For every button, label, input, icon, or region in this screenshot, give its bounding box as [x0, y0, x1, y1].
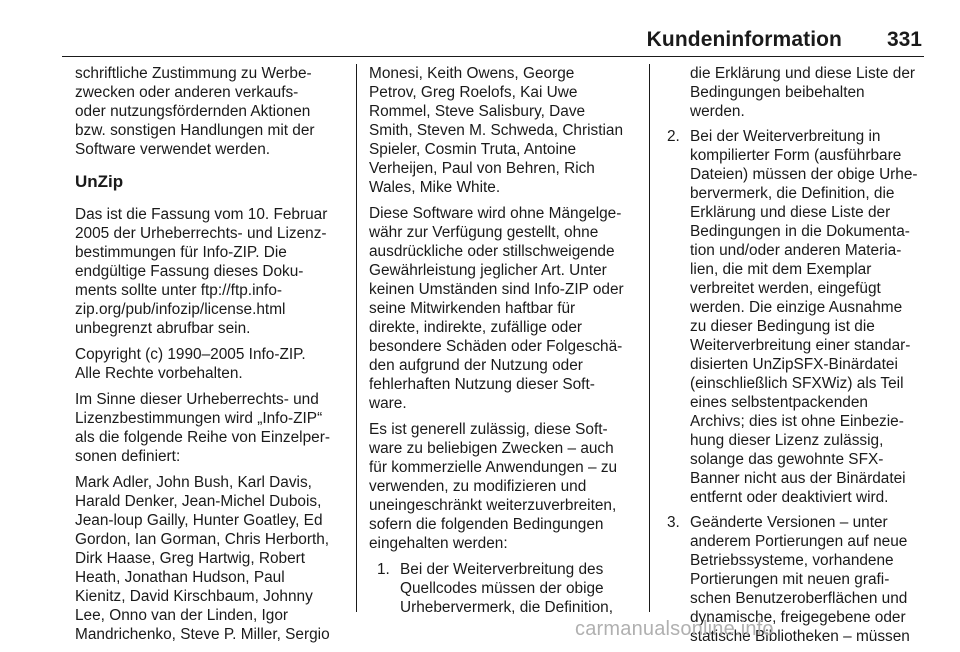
paragraph-copyright — [75, 345, 347, 383]
text-line: Rommel, Steve Salisbury, Dave — [369, 103, 586, 120]
list-item-2 — [667, 127, 929, 507]
text-line: disierten UnZipSFX-Binärdatei — [690, 356, 898, 373]
list-item-number: 3. — [667, 514, 680, 531]
text-line: eingehalten werden: — [369, 535, 508, 552]
column-2 — [369, 64, 637, 623]
page-header — [0, 24, 960, 54]
text-line: 2005 der Urheberrechts- und Lizenz- — [75, 225, 327, 242]
text-line: Gewährleistung jeglicher Art. Unter — [369, 262, 607, 279]
text-line: Wales, Mike White. — [369, 179, 501, 196]
text-line: Betriebssysteme, vorhandene — [690, 552, 894, 569]
text-line: ware zu beliebigen Zwecken – auch — [369, 440, 614, 457]
text-line: Dirk Haase, Greg Hartwig, Robert — [75, 550, 306, 567]
text-line: Smith, Steven M. Schweda, Christian — [369, 122, 624, 139]
watermark: carmanualsonline.info — [575, 618, 774, 640]
paragraph-contributors-cont — [369, 64, 637, 197]
text-line: verwenden, zu modifizieren und — [369, 478, 587, 495]
text-line: Lizenzbestimmungen wird „Info-ZIP“ — [75, 410, 323, 427]
list-item-text — [400, 560, 637, 617]
text-line: Kienitz, David Kirschbaum, Johnny — [75, 588, 313, 605]
text-line: bzw. sonstigen Handlungen mit der — [75, 122, 315, 139]
text-line: währ zur Verfügung gestellt, ohne — [369, 224, 599, 241]
text-line: unbegrenzt abrufbar sein. — [75, 320, 251, 337]
text-line: Im Sinne dieser Urheberrechts- und — [75, 391, 319, 408]
column-divider-2 — [649, 64, 650, 612]
text-line: Bedingungen beibehalten — [690, 84, 865, 101]
text-line: eines selbstentpackenden — [690, 394, 868, 411]
text-line: uneingeschränkt weiterzuverbreiten, — [369, 497, 617, 514]
text-line: werden. Die einzige Ausnahme — [690, 299, 903, 316]
text-line: Banner nicht aus der Binärdatei — [690, 470, 906, 487]
text-line: hung dieser Lizenz zulässig, — [690, 432, 884, 449]
text-line: Geänderte Versionen – unter — [690, 514, 888, 531]
text-line: besondere Schäden oder Folgeschä- — [369, 338, 623, 355]
text-line: statische Bibliotheken – müssen — [690, 628, 910, 645]
text-line: Copyright (c) 1990–2005 Info-ZIP. — [75, 346, 306, 363]
text-line: Bedingungen in die Dokumenta- — [690, 223, 910, 240]
text-line: dynamische, freigegebene oder — [690, 609, 906, 626]
text-line: Portierungen mit neuen grafi- — [690, 571, 890, 588]
list-item-text — [690, 64, 929, 121]
text-line: Spieler, Cosmin Truta, Antoine — [369, 141, 577, 158]
text-line: zu dieser Bedingung ist die — [690, 318, 875, 335]
paragraph-warranty — [369, 204, 637, 413]
text-line: Alle Rechte vorbehalten. — [75, 365, 243, 382]
column-1 — [75, 64, 347, 651]
text-line: Dateien) müssen der obige Urhe- — [690, 166, 918, 183]
text-line: Monesi, Keith Owens, George — [369, 65, 575, 82]
text-line: zip.org/pub/infozip/license.html — [75, 301, 286, 318]
text-line: den aufgrund der Nutzung oder — [369, 357, 583, 374]
section-heading-unzip: UnZip — [75, 172, 124, 191]
text-line: verbreitet werden, eingefügt — [690, 280, 881, 297]
text-line: Bei der Weiterverbreitung des — [400, 561, 604, 578]
text-line: anderem Portierungen auf neue — [690, 533, 908, 550]
text-line: Quellcodes müssen der obige — [400, 580, 604, 597]
text-line: Mandrichenko, Steve P. Miller, Sergio — [75, 626, 330, 643]
text-line: Mark Adler, John Bush, Karl Davis, — [75, 474, 312, 491]
text-line: Petrov, Greg Roelofs, Kai Uwe — [369, 84, 578, 101]
text-line: keinen Umständen sind Info-ZIP oder — [369, 281, 624, 298]
text-line: Weiterverbreitung einer standar- — [690, 337, 911, 354]
text-line: sofern die folgenden Bedingungen — [369, 516, 604, 533]
text-line: Es ist generell zulässig, diese Soft- — [369, 421, 608, 438]
text-line: Urhebervermerk, die Definition, — [400, 599, 613, 616]
list-item-1-continued — [667, 64, 929, 121]
text-line: Bei der Weiterverbreitung in — [690, 128, 881, 145]
text-line: Gordon, Ian Gorman, Chris Herborth, — [75, 531, 330, 548]
paragraph-license-version — [75, 205, 347, 338]
text-line: werden. — [690, 103, 745, 120]
text-line: die Erklärung und diese Liste der — [690, 65, 916, 82]
text-line: ausdrückliche oder stillschweigende — [369, 243, 615, 260]
text-line: Das ist die Fassung vom 10. Februar — [75, 206, 328, 223]
paragraph-definition — [75, 390, 347, 466]
page-title: Kundeninformation — [646, 28, 842, 51]
column-divider-1 — [356, 64, 357, 612]
text-line: Heath, Jonathan Hudson, Paul — [75, 569, 285, 586]
text-line: endgültige Fassung dieses Doku- — [75, 263, 304, 280]
text-line: lien, die mit dem Exemplar — [690, 261, 872, 278]
paragraph-permission — [369, 420, 637, 553]
text-line: Erklärung und diese Liste der — [690, 204, 891, 221]
list-item-1 — [377, 560, 637, 617]
text-line: ments sollte unter ftp://ftp.info- — [75, 282, 283, 299]
paragraph-intro — [75, 64, 347, 159]
text-line: Jean-loup Gailly, Hunter Goatley, Ed — [75, 512, 323, 529]
text-line: Lee, Onno van der Linden, Igor — [75, 607, 289, 624]
text-line: ware. — [369, 395, 407, 412]
text-line: Software verwendet werden. — [75, 141, 271, 158]
text-line: tion und/oder anderen Materia- — [690, 242, 902, 259]
text-line: Archivs; dies ist ohne Einbezie- — [690, 413, 904, 430]
column-3 — [667, 64, 929, 652]
header-divider — [62, 56, 924, 57]
text-line: bervermerk, die Definition, die — [690, 185, 895, 202]
text-line: als die folgende Reihe von Einzelper- — [75, 429, 330, 446]
page-number: 331 — [886, 28, 922, 51]
list-item-number: 2. — [667, 128, 680, 145]
text-line: schen Benutzeroberflächen und — [690, 590, 908, 607]
text-line: zwecken oder anderen verkaufs- — [75, 84, 299, 101]
text-line: für kommerzielle Anwendungen – zu — [369, 459, 618, 476]
list-item-number: 1. — [377, 561, 390, 578]
text-line: direkte, indirekte, zufällige oder — [369, 319, 583, 336]
text-line: (einschließlich SFXWiz) als Teil — [690, 375, 904, 392]
text-line: fehlerhaften Nutzung dieser Soft- — [369, 376, 595, 393]
text-line: entfernt oder deaktiviert wird. — [690, 489, 889, 506]
text-line: kompilierter Form (ausführbare — [690, 147, 902, 164]
list-item-text — [690, 127, 929, 507]
text-line: Diese Software wird ohne Mängelge- — [369, 205, 622, 222]
text-line: sonen definiert: — [75, 448, 181, 465]
text-line: seine Mitwirkenden haftbar für — [369, 300, 576, 317]
text-line: schriftliche Zustimmung zu Werbe- — [75, 65, 312, 82]
text-line: oder nutzungsfördernden Aktionen — [75, 103, 311, 120]
paragraph-contributors — [75, 473, 347, 644]
text-line: Verheijen, Paul von Behren, Rich — [369, 160, 595, 177]
text-line: bestimmungen für Info-ZIP. Die — [75, 244, 287, 261]
text-line: solange das gewohnte SFX- — [690, 451, 884, 468]
text-line: Harald Denker, Jean-Michel Dubois, — [75, 493, 322, 510]
